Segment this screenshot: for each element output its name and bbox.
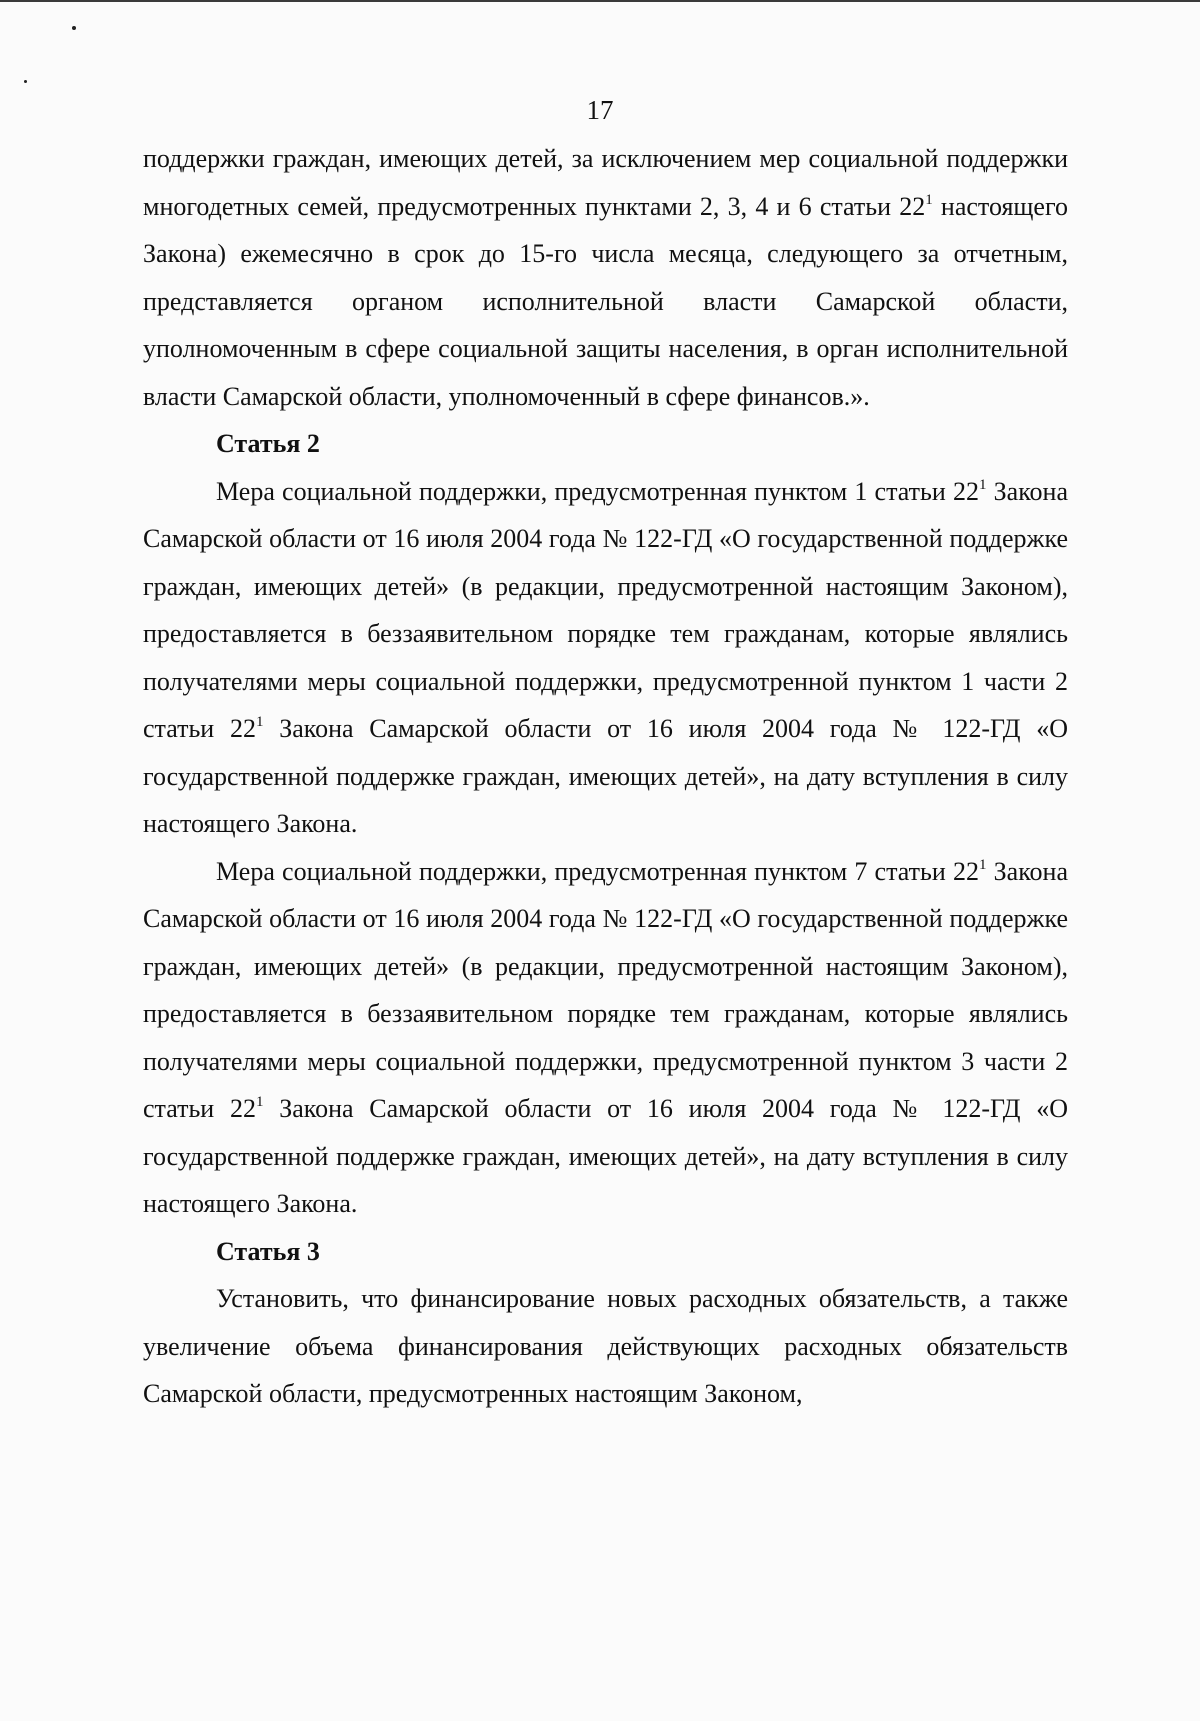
paragraph-continuation: поддержки граждан, имеющих детей, за исключением мер социальной поддержки многодетных семей, предусмотренных пунктами 2, 3, 4 и 6 статьи $22^1$ настоящего Закона) ежемесячно в срок до 15-го числа месяца, следующего за отчетным, представляется органом исполнительной власти Самарской области, уполномоченным в сфере социальной защиты населения, в орган исполнительной власти Самарской области, уполномоченный в сфере финансов.». [143,144,1068,411]
article-heading-2: Статья 2 [216,429,320,458]
article-3-paragraph-1: Установить, что финансирование новых расходных обязательств, а также увеличение объема финансирования действующих расходных обязательств Самарской области, предусмотренных настоящим Законом, [143,1284,1068,1408]
scan-speck [72,26,76,30]
article-2-paragraph-2: Мера социальной поддержки, предусмотренная пунктом 7 статьи $22^1$ Закона Самарской области от 16 июля 2004 года № 122-ГД «О государственной поддержке граждан, имеющих детей» (в редакции, предусмотренной настоящим Законом), предоставляется в беззаявительном порядке тем гражданам, которые являлись получателями меры социальной поддержки, предусмотренной пунктом 3 части 2 статьи $22^1$ Закона Самарской области от 16 июля 2004 года № 122-ГД «О государственной поддержке граждан, имеющих детей», на дату вступления в силу настоящего Закона. [143,856,1068,1218]
page-number: 17 [586,95,614,125]
scan-top-edge [0,0,1200,2]
scan-speck [24,80,27,83]
document-body [143,135,1068,1418]
article-2-paragraph-1: Мера социальной поддержки, предусмотренная пунктом 1 статьи $22^1$ Закона Самарской области от 16 июля 2004 года № 122-ГД «О государственной поддержке граждан, имеющих детей» (в редакции, предусмотренной настоящим Законом), предоставляется в беззаявительном порядке тем гражданам, которые являлись получателями меры социальной поддержки, предусмотренной пунктом 1 части 2 статьи $22^1$ Закона Самарской области от 16 июля 2004 года № 122-ГД «О государственной поддержке граждан, имеющих детей», на дату вступления в силу настоящего Закона. [143,476,1068,838]
article-heading-3: Статья 3 [216,1236,320,1266]
